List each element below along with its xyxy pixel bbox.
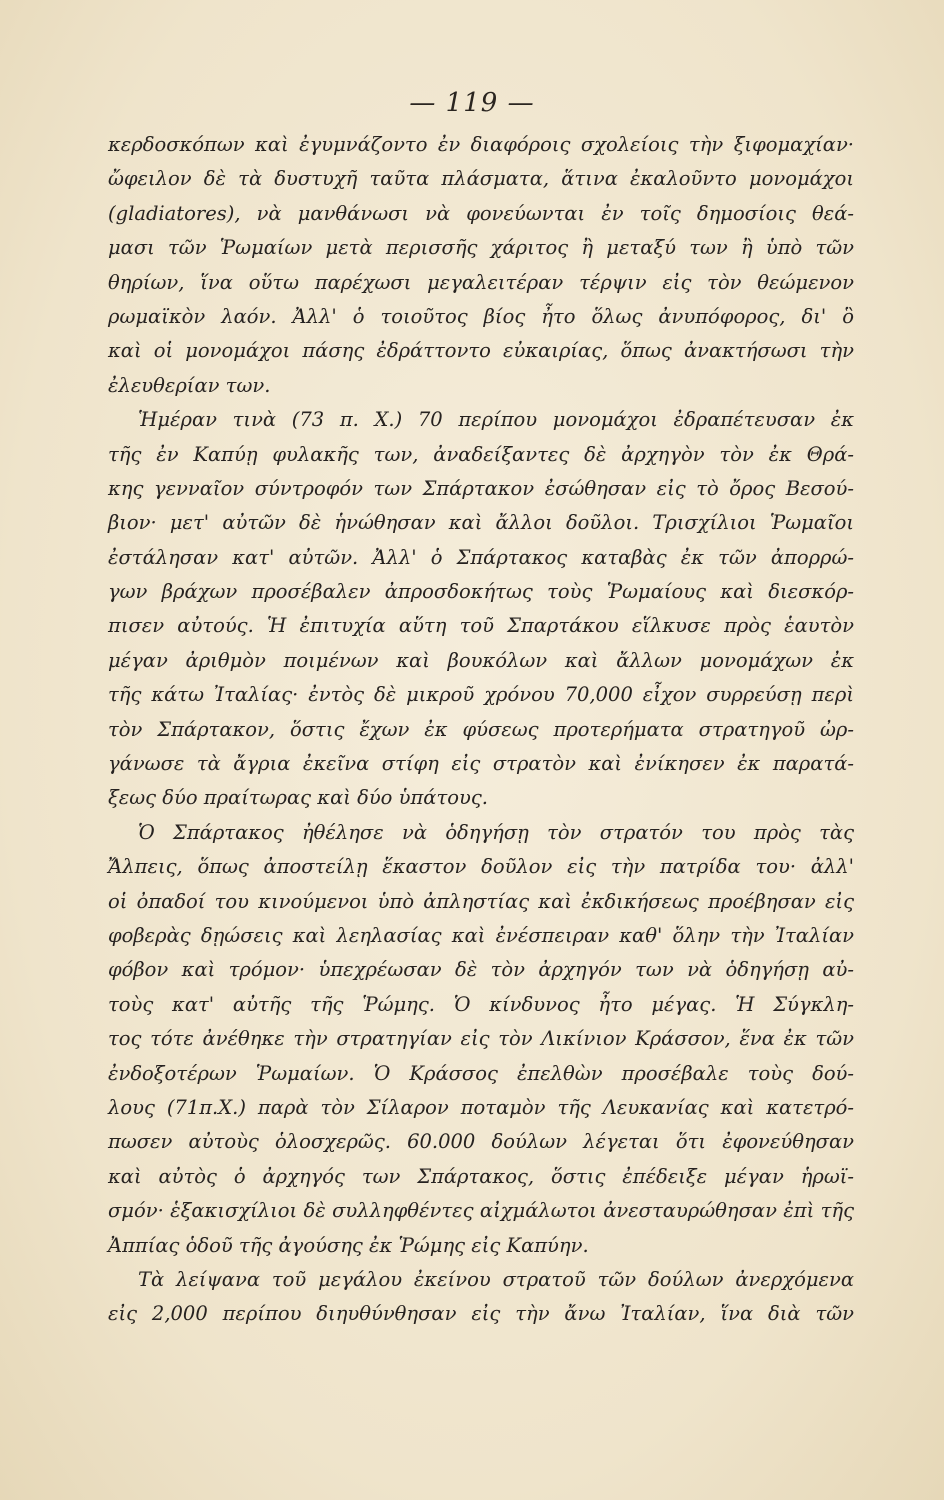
text-line: Ἡμέραν τινὰ (73 π. Χ.) 70 περίπου μονομάχοι ἐδραπέτευσαν ἐκ: [138, 408, 854, 432]
text-line: καὶ αὐτὸς ὁ ἀρχηγός των Σπάρτακος, ὅστις ἐπέδειξε μέγαν ἡρωϊ-: [108, 1164, 854, 1188]
text-line: ξεως δύο πραίτωρας καὶ δύο ὑπάτους.: [108, 786, 488, 810]
text-line: εἰς 2,000 περίπου διηυθύνθησαν εἰς τὴν ἄνω Ἰταλίαν, ἵνα διὰ τῶν: [108, 1302, 854, 1326]
text-line: ἐνδοξοτέρων Ῥωμαίων. Ὁ Κράσσος ἐπελθὼν προσέβαλε τοὺς δού-: [108, 1061, 854, 1085]
text-line: τῆς κάτω Ἰταλίας· ἐντὸς δὲ μικροῦ χρόνου 70,000 εἶχον συρρεύσῃ περὶ: [108, 683, 854, 707]
text-line: τος τότε ἀνέθηκε τὴν στρατηγίαν εἰς τὸν Λικίνιον Κράσσον, ἕνα ἐκ τῶν: [108, 1027, 854, 1051]
text-line: καὶ οἱ μονομάχοι πάσης ἐδράττοντο εὐκαιρίας, ὅπως ἀνακτήσωσι τὴν: [108, 339, 854, 363]
text-line: βιον· μετ' αὐτῶν δὲ ἡνώθησαν καὶ ἄλλοι δοῦλοι. Τρισχίλιοι Ῥωμαῖοι: [108, 511, 854, 535]
text-line: μέγαν ἀριθμὸν ποιμένων καὶ βουκόλων καὶ ἄλλων μονομάχων ἐκ: [108, 648, 854, 672]
text-line: γων βράχων προσέβαλεν ἀπροσδοκήτως τοὺς Ῥωμαίους καὶ διεσκόρ-: [108, 580, 854, 604]
text-line: (gladiatores), νὰ μανθάνωσι νὰ φονεύωνται ἐν τοῖς δημοσίοις θεά-: [108, 201, 854, 225]
text-line: μασι τῶν Ῥωμαίων μετὰ περισσῆς χάριτος ἢ μεταξύ των ἢ ὑπὸ τῶν: [108, 236, 854, 260]
text-line: σμόν· ἑξακισχίλιοι δὲ συλληφθέντες αἰχμάλωτοι ἀνεσταυρώθησαν ἐπὶ τῆς: [108, 1199, 854, 1223]
text-line: πισεν αὐτούς. Ἡ ἐπιτυχία αὕτη τοῦ Σπαρτάκου εἵλκυσε πρὸς ἑαυτὸν: [108, 614, 854, 638]
text-line: ἐλευθερίαν των.: [108, 373, 271, 397]
body-text: [108, 128, 854, 1332]
text-line: τῆς ἐν Καπύῃ φυλακῆς των, ἀναδείξαντες δὲ ἀρχηγὸν τὸν ἐκ Θρά-: [108, 442, 854, 466]
text-line: Ἄλπεις, ὅπως ἀποστείλῃ ἕκαστον δοῦλον εἰς τὴν πατρίδα του· ἀλλ': [108, 855, 854, 879]
text-line: φοβερὰς δῃώσεις καὶ λεηλασίας καὶ ἐνέσπειραν καθ' ὅλην τὴν Ἰταλίαν: [108, 923, 854, 947]
text-line: Τὰ λείψανα τοῦ μεγάλου ἐκείνου στρατοῦ τῶν δούλων ἀνερχόμενα: [138, 1267, 854, 1291]
text-line: ρωμαϊκὸν λαόν. Ἀλλ' ὁ τοιοῦτος βίος ἦτο ὅλως ἀνυπόφορος, δι' ὃ: [108, 304, 854, 328]
text-line: θηρίων, ἵνα οὕτω παρέχωσι μεγαλειτέραν τέρψιν εἰς τὸν θεώμενον: [108, 270, 854, 294]
text-line: οἱ ὀπαδοί του κινούμενοι ὑπὸ ἀπληστίας καὶ ἐκδικήσεως προέβησαν εἰς: [108, 889, 854, 913]
text-line: Ἀππίας ὁδοῦ τῆς ἀγούσης ἐκ Ῥώμης εἰς Καπύην.: [108, 1233, 589, 1257]
text-line: κης γενναῖον σύντροφόν των Σπάρτακον ἐσώθησαν εἰς τὸ ὄρος Βεσού-: [108, 476, 854, 500]
page-number: — 119 —: [409, 88, 535, 118]
text-line: γάνωσε τὰ ἄγρια ἐκεῖνα στίφη εἰς στρατὸν καὶ ἐνίκησεν ἐκ παρατά-: [108, 752, 854, 776]
text-line: τοὺς κατ' αὐτῆς τῆς Ῥώμης. Ὁ κίνδυνος ἦτο μέγας. Ἡ Σύγκλη-: [108, 992, 854, 1016]
text-line: πωσεν αὐτοὺς ὁλοσχερῶς. 60.000 δούλων λέγεται ὅτι ἐφονεύθησαν: [108, 1130, 854, 1154]
text-line: ὤφειλον δὲ τὰ δυστυχῆ ταῦτα πλάσματα, ἅτινα ἐκαλοῦντο μονομάχοι: [108, 167, 854, 191]
text-line: τὸν Σπάρτακον, ὅστις ἔχων ἐκ φύσεως προτερήματα στρατηγοῦ ὠρ-: [108, 717, 854, 741]
text-line: Ὁ Σπάρτακος ἠθέλησε νὰ ὁδηγήσῃ τὸν στρατόν του πρὸς τὰς: [138, 820, 854, 844]
text-line: κερδοσκόπων καὶ ἐγυμνάζοντο ἐν διαφόροις σχολείοις τὴν ξιφομαχίαν·: [108, 133, 854, 156]
text-line: φόβον καὶ τρόμον· ὑπεχρέωσαν δὲ τὸν ἀρχηγόν των νὰ ὁδηγήσῃ αὐ-: [108, 958, 854, 982]
text-line: λους (71π.Χ.) παρὰ τὸν Σίλαρον ποταμὸν τῆς Λευκανίας καὶ κατετρό-: [108, 1095, 854, 1119]
text-line: ἐστάλησαν κατ' αὐτῶν. Ἀλλ' ὁ Σπάρτακος καταβὰς ἐκ τῶν ἀπορρώ-: [108, 545, 854, 569]
